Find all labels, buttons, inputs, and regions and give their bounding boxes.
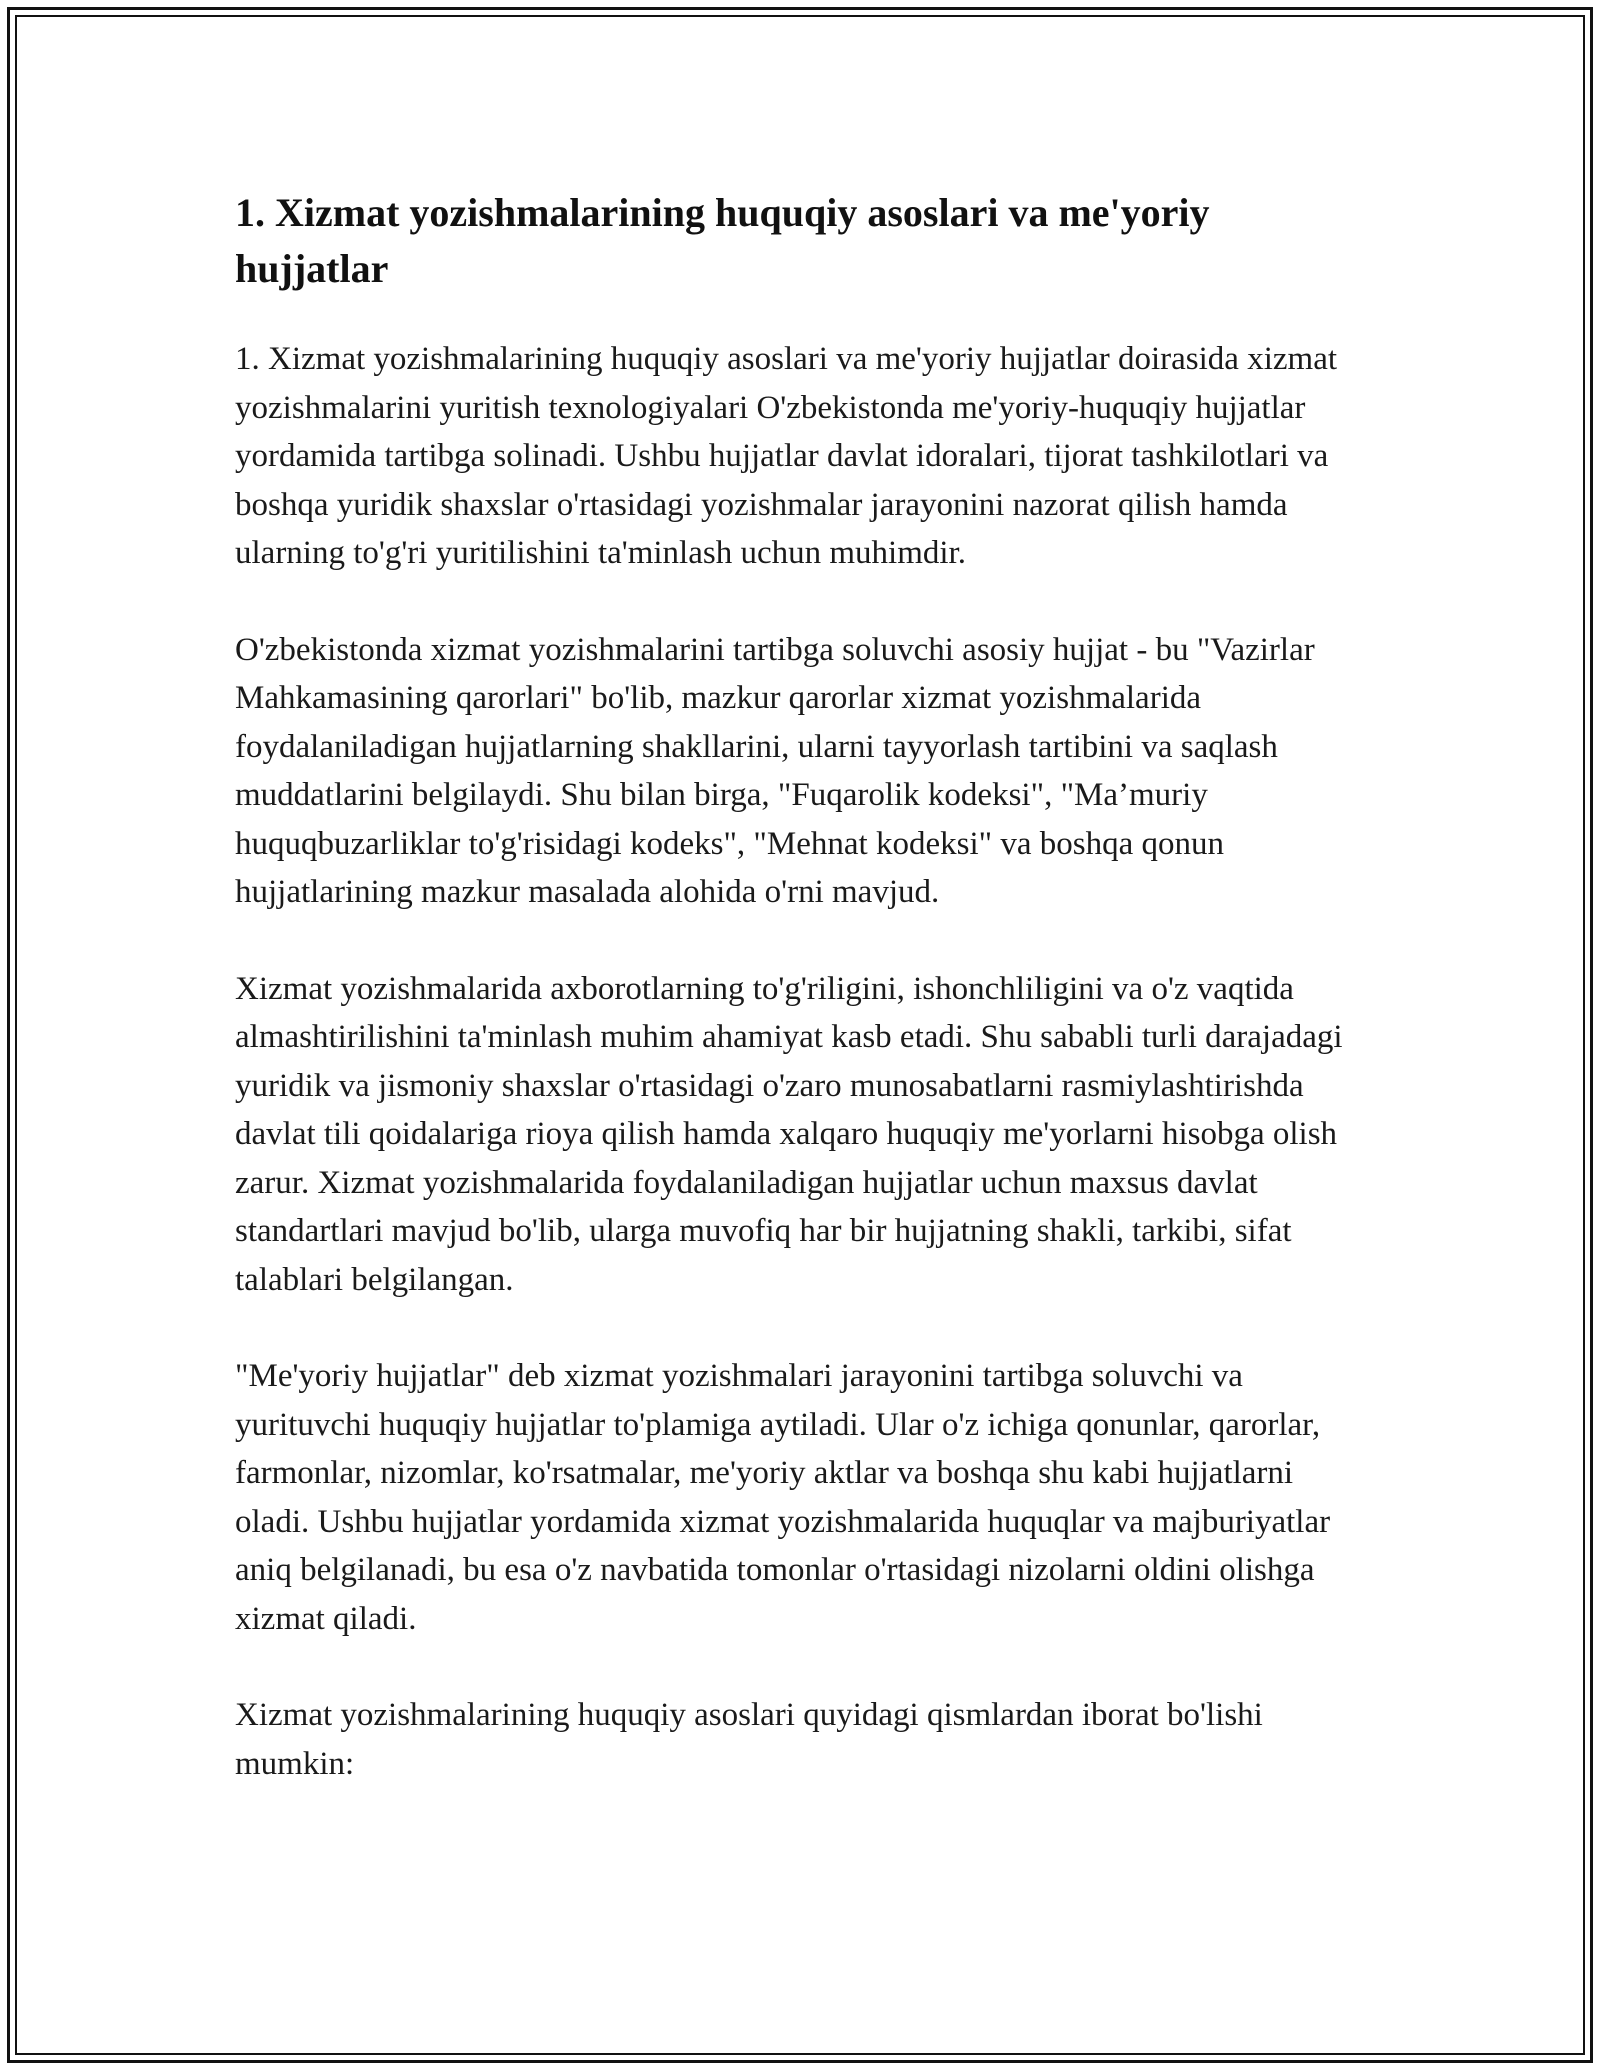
paragraph-2: O'zbekistonda xizmat yozishmalarini tartibga soluvchi asosiy hujjat - bu "Vazirlar Mahkamasining qarorlari" bo'lib, mazkur qarorlar xizmat yozishmalarida foydalaniladigan hujjatlarning shakllarini, ularni tayyorlash tartibini va saqlash muddatlarini belgilaydi. Shu bilan birga, "Fuqarolik kodeksi", "Ma’muriy huquqbuzarliklar to'g'risidagi kodeks", "Mehnat kodeksi" va boshqa qonun hujjatlarining mazkur masalada alohida o'rni mavjud. bbox=[235, 631, 1315, 910]
document-body bbox=[235, 185, 1365, 1836]
paragraph-5: Xizmat yozishmalarining huquqiy asoslari quyidagi qismlardan iborat bo'lishi mumkin: bbox=[235, 1697, 1263, 1782]
document-title: 1. Xizmat yozishmalarining huquqiy asoslari va me'yoriy hujjatlar bbox=[235, 190, 1210, 291]
paragraph-3: Xizmat yozishmalarida axborotlarning to'g'riligini, ishonchliligini va o'z vaqtida almashtirilishini ta'minlash muhim ahamiyat kasb etadi. Shu sababli turli darajadagi yuridik va jismoniy shaxslar o'rtasidagi o'zaro munosabatlarni rasmiylashtirishda davlat tili qoidalariga rioya qilish hamda xalqaro huquqiy me'yorlarni hisobga olish zarur. Xizmat yozishmalarida foydalaniladigan hujjatlar uchun maxsus davlat standartlari mavjud bo'lib, ularga muvofiq har bir hujjatning shakli, tarkibi, sifat talablari belgilangan. bbox=[235, 970, 1343, 1298]
paragraph-1: 1. Xizmat yozishmalarining huquqiy asoslari va me'yoriy hujjatlar doirasida xizmat yozishmalarini yuritish texnologiyalari O'zbekistonda me'yoriy-huquqiy hujjatlar yordamida tartibga solinadi. Ushbu hujjatlar davlat idoralari, tijorat tashkilotlari va boshqa yuridik shaxslar o'rtasidagi yozishmalar jarayonini nazorat qilish hamda ularning to'g'ri yuritilishini ta'minlash uchun muhimdir. bbox=[235, 341, 1338, 571]
paragraph-4: "Me'yoriy hujjatlar" deb xizmat yozishmalari jarayonini tartibga soluvchi va yurituvchi huquqiy hujjatlar to'plamiga aytiladi. Ular o'z ichiga qonunlar, qarorlar, farmonlar, nizomlar, ko'rsatmalar, me'yoriy aktlar va boshqa shu kabi hujjatlarni oladi. Ushbu hujjatlar yordamida xizmat yozishmalarida huquqlar va majburiyatlar aniq belgilanadi, bu esa o'z navbatida tomonlar o'rtasidagi nizolarni oldini olishga xizmat qiladi. bbox=[235, 1358, 1331, 1637]
